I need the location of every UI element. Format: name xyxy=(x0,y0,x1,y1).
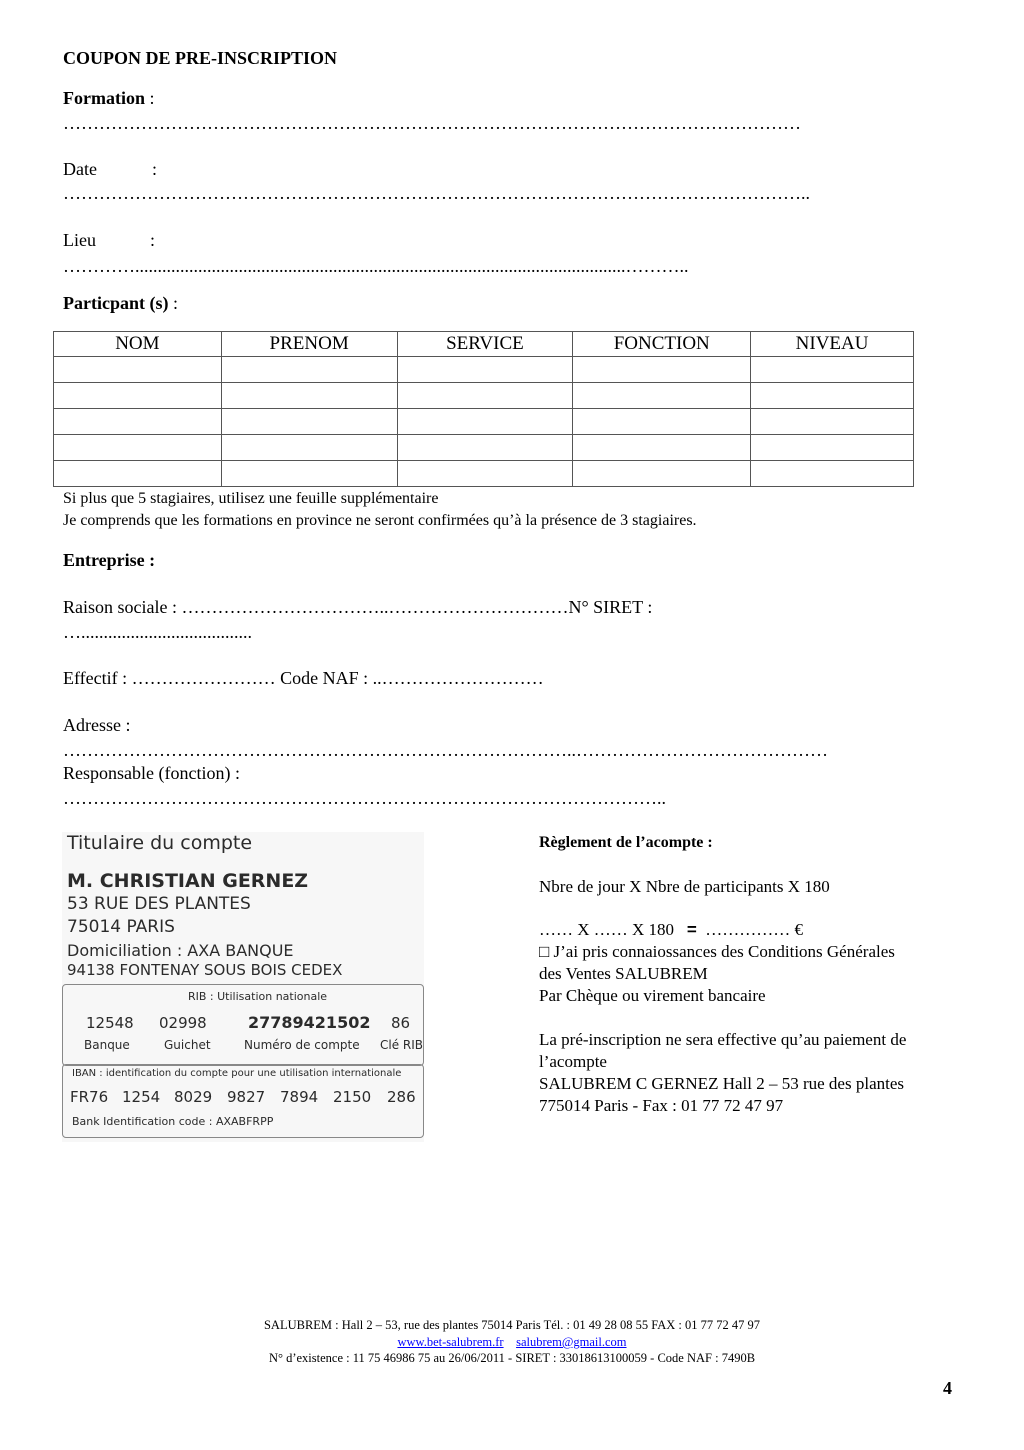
rib-bic: Bank Identification code : AXABFRPP xyxy=(72,1115,274,1128)
siret-field[interactable]: …...................................... xyxy=(63,622,252,642)
formation-colon: : xyxy=(144,88,155,108)
rib-iban-caption: IBAN : identification du compte pour une utilisation internationale xyxy=(72,1068,402,1079)
reglement-calculation[interactable] xyxy=(539,920,803,940)
rib-iban-part: FR76 xyxy=(70,1088,109,1106)
participants-label-p: P xyxy=(63,293,74,313)
table-header-row xyxy=(54,332,914,357)
formation-label-row xyxy=(63,88,155,109)
column-header-prenom: PRENOM xyxy=(221,332,397,357)
note-province: Je comprends que les formations en province ne seront confirmées qu’à la présence de 3 stagiaires. xyxy=(63,512,697,529)
cgv-text-2: des Ventes SALUBREM xyxy=(539,964,708,983)
rib-address-1: 53 RUE DES PLANTES xyxy=(67,894,251,914)
cgv-text: J’ai pris connaiossances des Conditions Générales xyxy=(549,942,895,961)
table-cell[interactable] xyxy=(397,461,573,487)
table-cell[interactable] xyxy=(573,357,751,383)
salubrem-address-1: SALUBREM C GERNEZ Hall 2 – 53 rue des plantes xyxy=(539,1074,904,1093)
table-row xyxy=(54,357,914,383)
rib-iban-part: 1254 xyxy=(122,1088,161,1106)
table-cell[interactable] xyxy=(751,409,914,435)
effectif-naf-field[interactable]: Effectif : …………………… Code NAF : ..……………………… xyxy=(63,668,544,688)
table-cell[interactable] xyxy=(397,383,573,409)
responsable-label: Responsable (fonction) : xyxy=(63,763,240,783)
rib-bank-code: 12548 xyxy=(86,1014,134,1032)
rib-title: Titulaire du compte xyxy=(67,832,253,854)
reglement-calc-factors: …… X …… X 180 xyxy=(539,920,675,939)
rib-card xyxy=(62,832,424,1142)
footer-registration: N° d’existence : 11 75 46986 75 au 26/06/2011 - SIRET : 33018613100059 - Code NAF : 7490B xyxy=(268,1351,756,1365)
participants-colon: : xyxy=(168,293,178,313)
table-cell[interactable] xyxy=(573,383,751,409)
rib-key: 86 xyxy=(391,1014,411,1032)
rib-national-caption: RIB : Utilisation nationale xyxy=(188,990,328,1003)
table-cell[interactable] xyxy=(397,409,573,435)
column-header-niveau: NIVEAU xyxy=(751,332,914,357)
rib-branch-code: 02998 xyxy=(159,1014,207,1032)
page-title: COUPON DE PRE-INSCRIPTION xyxy=(63,48,338,68)
lieu-colon: : xyxy=(150,230,156,250)
column-header-service: SERVICE xyxy=(397,332,573,357)
rib-account-label: Numéro de compte xyxy=(244,1038,360,1052)
table-cell[interactable] xyxy=(221,461,397,487)
column-header-nom: NOM xyxy=(54,332,222,357)
lieu-field[interactable]: ………….............................................................................................................……….. xyxy=(63,256,689,276)
participants-table xyxy=(53,331,914,487)
footer-website-link[interactable]: www.bet-salubrem.fr xyxy=(397,1335,504,1349)
responsable-field[interactable]: ……………………………………………………………………………………….. xyxy=(63,788,666,808)
table-cell[interactable] xyxy=(751,435,914,461)
table-cell[interactable] xyxy=(573,409,751,435)
rib-iban-part: 8029 xyxy=(174,1088,213,1106)
entreprise-heading: Entreprise : xyxy=(63,550,156,570)
rib-key-label: Clé RIB xyxy=(380,1038,424,1052)
table-cell[interactable] xyxy=(221,383,397,409)
rib-domiciliation-1: Domiciliation : AXA BANQUE xyxy=(67,941,294,960)
rib-domiciliation-2: 94138 FONTENAY SOUS BOIS CEDEX xyxy=(67,961,343,979)
raison-sociale-field[interactable]: Raison sociale : ……………………………..…………………………N° SIRET : xyxy=(63,597,653,617)
date-label: Date xyxy=(63,159,97,179)
table-cell[interactable] xyxy=(54,383,222,409)
lieu-label: Lieu xyxy=(63,230,96,250)
table-cell[interactable] xyxy=(221,409,397,435)
table-cell[interactable] xyxy=(54,357,222,383)
table-cell[interactable] xyxy=(54,409,222,435)
adresse-field[interactable]: …………………………………………………………………………..…………………………………… xyxy=(63,740,828,760)
rib-address-2: 75014 PARIS xyxy=(67,917,175,937)
salubrem-address-2: 775014 Paris - Fax : 01 77 72 47 97 xyxy=(539,1096,784,1115)
rib-iban-part: 2150 xyxy=(333,1088,372,1106)
footer-links xyxy=(0,1335,1024,1350)
table-cell[interactable] xyxy=(397,435,573,461)
table-cell[interactable] xyxy=(397,357,573,383)
formation-field[interactable]: …………………………………………………………………………………………………………… xyxy=(63,113,801,133)
adresse-label: Adresse : xyxy=(63,715,131,735)
table-row xyxy=(54,435,914,461)
rib-account-number: 27789421502 xyxy=(248,1013,371,1032)
note-extra-sheet: Si plus que 5 stagiaires, utilisez une feuille supplémentaire xyxy=(63,490,439,507)
footer-address: SALUBREM : Hall 2 – 53, rue des plantes 75014 Paris Tél. : 01 49 28 08 55 FAX : 01 77 72 47 97 xyxy=(263,1318,761,1332)
rib-iban-part: 9827 xyxy=(227,1088,266,1106)
page-number: 4 xyxy=(943,1378,952,1398)
table-row xyxy=(54,409,914,435)
table-row xyxy=(54,461,914,487)
reglement-equals: = xyxy=(686,920,697,939)
participants-label: articpant (s) xyxy=(74,293,169,313)
reglement-heading: Règlement de l’acompte : xyxy=(539,834,713,851)
payment-method: Par Chèque ou virement bancaire xyxy=(539,986,766,1005)
table-cell[interactable] xyxy=(573,435,751,461)
table-cell[interactable] xyxy=(573,461,751,487)
table-cell[interactable] xyxy=(54,435,222,461)
table-cell[interactable] xyxy=(751,357,914,383)
rib-bank-label: Banque xyxy=(84,1038,130,1052)
table-cell[interactable] xyxy=(221,435,397,461)
table-cell[interactable] xyxy=(751,461,914,487)
rib-iban-part: 7894 xyxy=(280,1088,319,1106)
footer-email-link[interactable]: salubrem@gmail.com xyxy=(516,1335,627,1349)
rib-branch-label: Guichet xyxy=(164,1038,211,1052)
effective-note-2: l’acompte xyxy=(539,1052,607,1071)
formation-label: Formation xyxy=(63,88,145,108)
table-cell[interactable] xyxy=(54,461,222,487)
column-header-fonction: FONCTION xyxy=(573,332,751,357)
reglement-formula: Nbre de jour X Nbre de participants X 180 xyxy=(539,877,830,896)
date-field[interactable]: …………………………………………………………………………………………………………….. xyxy=(63,183,810,203)
table-cell[interactable] xyxy=(751,383,914,409)
checkbox-icon[interactable]: □ xyxy=(539,942,550,961)
rib-iban-part: 286 xyxy=(387,1088,416,1106)
cgv-line xyxy=(539,942,895,962)
participants-label-row xyxy=(63,293,178,314)
table-row xyxy=(54,383,914,409)
rib-holder-name: M. CHRISTIAN GERNEZ xyxy=(67,870,309,892)
effective-note-1: La pré-inscription ne sera effective qu’au paiement de xyxy=(539,1030,907,1049)
reglement-calc-total: …………… € xyxy=(705,920,803,939)
date-colon: : xyxy=(152,159,158,179)
table-cell[interactable] xyxy=(221,357,397,383)
